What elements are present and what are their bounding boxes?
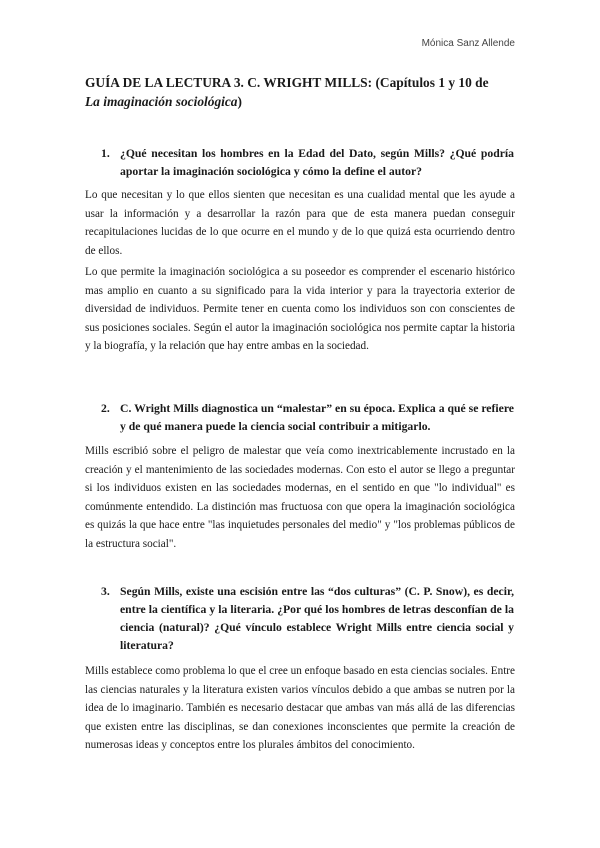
- title-close-paren: ): [237, 94, 242, 109]
- answer-3-paragraph-1: Mills establece como problema lo que el cree un enfoque basado en esta ciencias sociales. Entre las ciencias naturales y la literatura existen varios vínculos debido a que ambas se nutren por la idea de lo imaginario. También es necesario destacar que ambas van más allá de las diferencias que existen entre las disciplinas, se dan conexiones inconscientes que permite la creación de numerosas ideas y conceptos entre los plurales ámbitos del conocimiento.: [85, 665, 515, 751]
- document-title: [85, 73, 525, 111]
- question-1-text: ¿Qué necesitan los hombres en la Edad del Dato, según Mills? ¿Qué podría aportar la imaginación sociológica y cómo la define el autor?: [120, 147, 514, 178]
- question-1: [101, 145, 514, 181]
- question-2-number: 2.: [101, 402, 110, 415]
- question-3: [101, 583, 514, 655]
- question-2: [101, 400, 514, 436]
- answer-2-paragraph-1: Mills escribió sobre el peligro de malestar que veía como inextricablemente incrustado en la creación y el mantenimiento de las sociedades modernas. Con esto el autor se llego a preguntar si los individuos existen en las sociedades modernas, en el sentido en que "lo individual" es comúnmente entendido. La distinción mas fructuosa con que opera la imaginación sociológica es quizás la que hace entre "las inquietudes personales del medio" y "los problemas públicos de la estructura social".: [85, 445, 515, 550]
- answer-1-paragraph-1: Lo que necesitan y lo que ellos sienten que necesitan es una cualidad mental que les ayude a usar la información y a desarrollar la razón para que de esta manera puedan conseguir recapitulaciones lucidas de lo que ocurre en el mundo y de lo que quizá esta ocurriendo dentro de ellos.: [85, 189, 515, 257]
- answer-1-paragraph-2: Lo que permite la imaginación sociológica a su poseedor es comprender el escenario histórico mas amplio en cuanto a su significado para la vida interior y para la trayectoria exterior de diversidad de individuos. Permite tener en cuenta como los individuos son con conscientes de sus posiciones sociales. Según el autor la imaginación sociológica nos permite captar la historia y la biografía, y la relación que hay entre ambas en la sociedad.: [85, 266, 515, 352]
- question-3-text: Según Mills, existe una escisión entre las “dos culturas” (C. P. Snow), es decir, entre la científica y la literaria. ¿Por qué los hombres de letras desconfían de la ciencia (natural)? ¿Qué vínculo establece Wright Mills entre ciencia social y literatura?: [120, 585, 514, 652]
- question-2-text: C. Wright Mills diagnostica un “malestar” en su época. Explica a qué se refiere y de qué manera puede la ciencia social contribuir a mitigarlo.: [120, 402, 514, 433]
- title-book-name: La imaginación sociológica: [85, 94, 238, 109]
- question-1-number: 1.: [101, 147, 110, 160]
- author-name: Mónica Sanz Allende: [421, 38, 515, 49]
- question-3-number: 3.: [101, 585, 110, 598]
- title-main: GUÍA DE LA LECTURA 3. C. WRIGHT MILLS: (Capítulos 1 y 10 de: [85, 75, 489, 90]
